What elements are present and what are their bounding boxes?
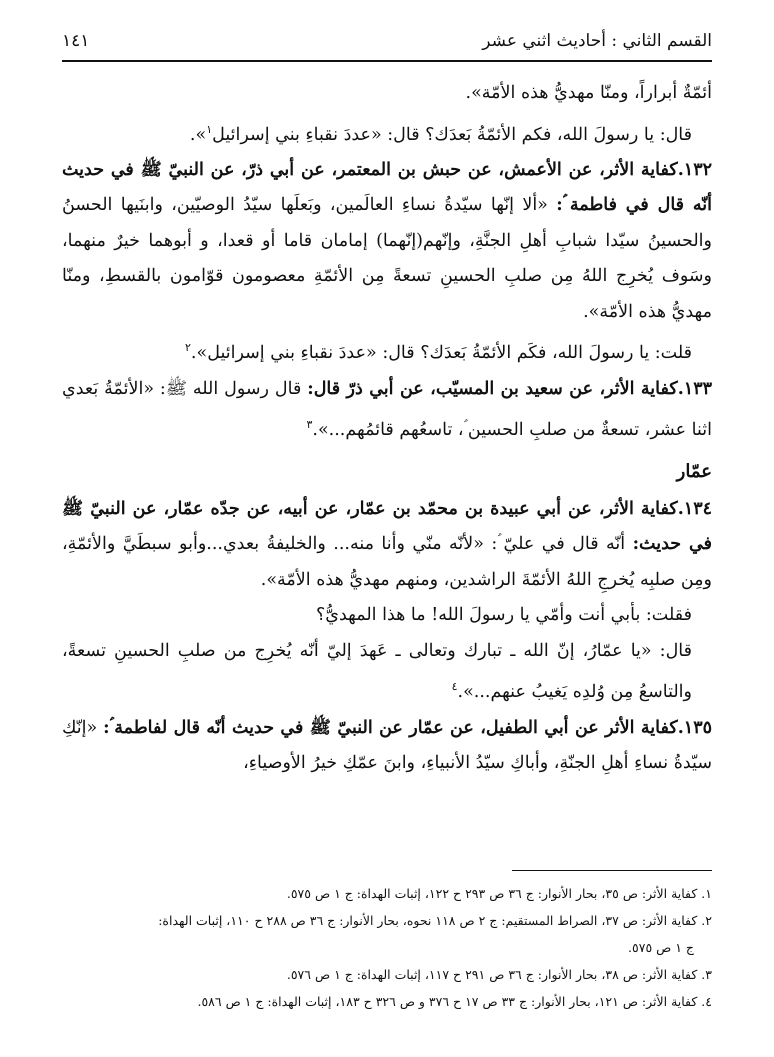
footnote: ٢. كفاية الأثر: ص ٣٧، الصراط المستقيم: ج ٢ ص ١١٨ نحوه، بحار الأنوار: ج ٣٦ ص ٢٨٨ ح ١١٠، إثبات الهداة: <box>158 913 712 928</box>
page-number: ١٤١ <box>62 31 90 51</box>
hadith-text: قال رسول الله ﷺ: «الأئمّةُ بَعدي اثنا عشر، تسعةٌ من صلبِ الحسين ؑ، تاسعُهم قائمُهم...». <box>62 378 712 440</box>
footnote-ref[interactable]: ٣ <box>306 418 313 432</box>
hadith-text: «إنّكِ سيّدةُ نساءِ أهلِ الجنّةِ، وأباكِ سيّدُ الأنبياءِ، وابنَ عمّكِ خيرُ الأوصياءِ، <box>62 717 712 774</box>
footnote-ref[interactable]: ٢ <box>185 341 191 355</box>
paragraph <box>62 112 712 153</box>
hadith-heading: ١٣٥.كفاية الأثر عن أبي الطفيل، عن عمّار عن النبيّ ﷺ في حديث أنّه قال لفاطمة ؑ: <box>103 717 712 738</box>
page-header <box>62 24 712 58</box>
hadith-135 <box>62 711 712 782</box>
footnotes <box>62 880 712 1015</box>
text: قال: «يا عمّارُ، إنّ الله ـ تبارك وتعالى ـ عَهدَ إليّ أنّه يُخرِج من صلبِ الحسينِ تسعةً، والتاسعُ مِن وُلدِه يَغيبُ عنهم...». <box>62 640 692 703</box>
footnote-ref[interactable]: ٤ <box>451 680 458 694</box>
footnote: ٣. كفاية الأثر: ص ٣٨، بحار الأنوار: ج ٣٦ ص ٢٩١ ح ١١٧، إثبات الهداة: ج ١ ص ٥٧٦. <box>286 967 712 982</box>
main-text <box>62 76 712 782</box>
hadith-heading: ١٣٣.كفاية الأثر، عن سعيد بن المسيّب، عن أبي ذرّ قال: <box>307 378 712 399</box>
text: أئمّةٌ أبراراً، ومنّا مهديُّ هذه الأمّة». <box>465 83 712 103</box>
paragraph <box>62 330 712 371</box>
footnote-continuation: ج ١ ص ٥٧٥. <box>628 940 694 955</box>
paragraph <box>62 598 712 634</box>
hadith-heading: ١٣٤.كفاية الأثر، عن أبي عبيدة بن محمّد بن عمّار، عن أبيه، عن جدّه عمّار، عن النبيّ ﷺ في حديث: <box>62 498 712 555</box>
footnote: ١. كفاية الأثر: ص ٣٥، بحار الأنوار: ج ٣٦ ص ٢٩٣ ح ١٢٢، إثبات الهداة: ج ١ ص ٥٧٥. <box>286 886 712 901</box>
paragraph <box>62 76 712 112</box>
section-heading: عمّار <box>676 461 712 483</box>
text: قال: يا رسولَ الله، فكم الأئمّةُ بَعدَك؟ قال: «عددَ نقباءِ بني إسرائيل <box>212 124 692 145</box>
header-rule <box>62 60 712 62</box>
hadith-134 <box>62 492 712 599</box>
hadith-text: أنّه قال في عليّ ؑ: «لأنّه منّي وأنا منه... والخليفةُ بعدي...وأبو سبطَيَّ والأئمّةِ، ومِن صلبِه يُخرجِ اللهُ الأئمّةَ الراشدين، ومنهم مهديُّ هذه الأمّة». <box>62 534 712 590</box>
text: فقلت: بأبي أنت وأمّي يا رسولَ الله! ما هذا المهديُّ؟ <box>315 605 692 626</box>
paragraph <box>62 634 712 711</box>
text: ». <box>189 124 207 145</box>
footnote-rule <box>512 870 712 871</box>
hadith-heading: ١٣٢.كفاية الأثر، عن الأعمش، عن حبش بن المعتمر، عن أبي ذرّ، عن النبيّ ﷺ في حديث أنّه قال في فاطمة ؑ: <box>62 159 712 216</box>
running-title: القسم الثاني : أحاديث اثني عشر <box>482 31 712 51</box>
text: قلت: يا رسولَ الله، فكَم الأئمّةُ بَعدَك؟ قال: «عددَ نقباءِ بني إسرائيل». <box>190 343 692 364</box>
hadith-133 <box>62 372 712 449</box>
hadith-text: «ألا إنّها سيّدةُ نساءِ العالَمين، وبَعلَها سيّدُ الوصيّين، وابنَيها الحسنُ والحسينُ سيّدا شبابِ أهلِ الجنَّةِ، وإنّهم(إنّهما) إمامان قاما أو قعدا، و أبوهما خيرٌ منهما، وسَوف يُخرِج اللهُ مِن صلبِ الحسينِ تسعةً مِن الأئمّةِ معصومون قوّامون بالقسطِ، ومنّا مهديُّ هذه الأمّة». <box>62 195 712 322</box>
footnote: ٤. كفاية الأثر: ص ١٢١، بحار الأنوار: ج ٣٣ ص ١٧ ح ٣٧٦ و ص ٣٢٦ ح ١٨٣، إثبات الهداة: ج ١ ص ٥٨٦. <box>197 994 712 1009</box>
footnote-ref[interactable]: ١ <box>206 122 213 136</box>
hadith-132 <box>62 153 712 331</box>
